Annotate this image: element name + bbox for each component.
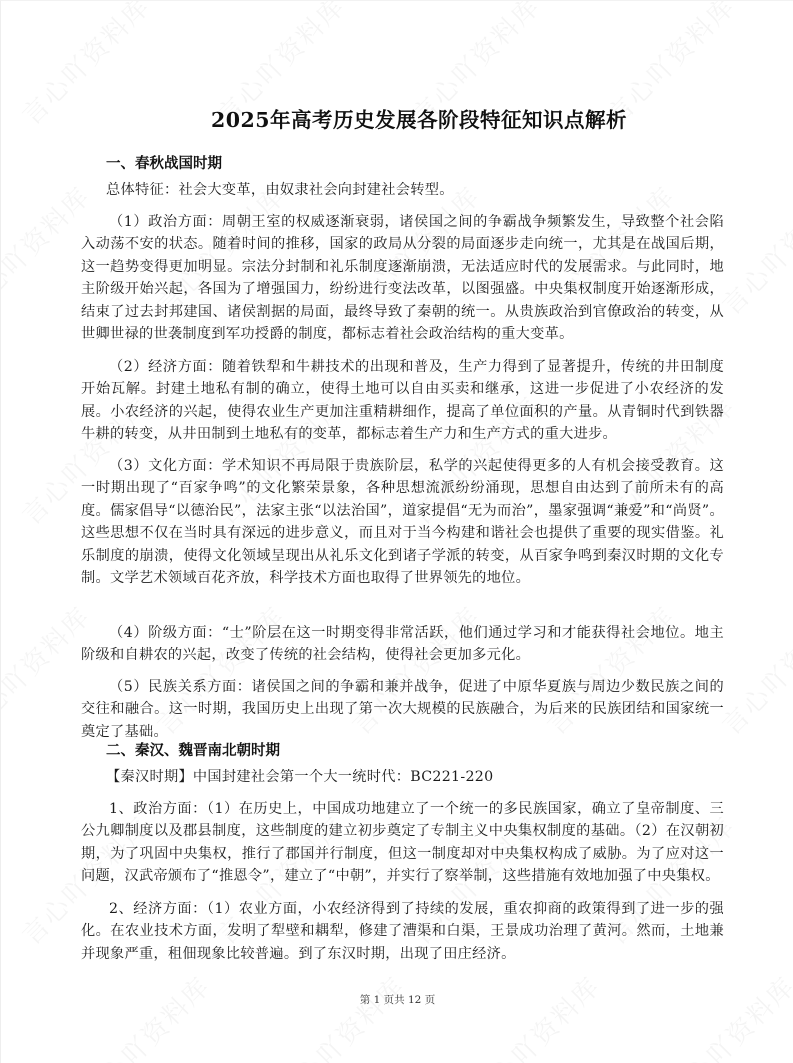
paragraph-economic: （2）经济方面：随着铁犁和牛耕技术的出现和普及，生产力得到了显著提升，传统的井田制度开始瓦解。封建土地私有制的确立，使得土地可以自由买卖和继承，这进一步促进了小农经济的发展。小农经济的兴起，使得农业生产更加注重精耕细作，提高了单位面积的产量。从青铜时代到铁器牛耕的转变，从井田制到土地私有的变革，都标志着生产力和生产方式的重大进步。 [81,359,724,443]
watermark-text [73,967,218,1063]
paragraph-class: （4）阶级方面：“士”阶层在这一时期变得非常活跃，他们通过学习和才能获得社会地位。地主阶级和自耕农的兴起，改变了传统的社会结构，使得社会更加多元化。 [81,625,724,664]
paragraph-ethnic: （5）民族关系方面：诸侯国之间的争霸和兼并战争，促进了中原华夏族与周边少数民族之间的交往和融合。这一时期，我国历史上出现了第一次大规模的民族融合，为后来的民族团结和国家统一奠定了基础。 [81,679,724,740]
section-heading-qin-han: 二、秦汉、魏晋南北朝时期 [106,742,280,759]
watermark-text [268,967,413,1063]
paragraph-cultural: （3）文化方面：学术知识不再局限于贵族阶层，私学的兴起使得更多的人有机会接受教育。这一时期出现了“百家争鸣”的文化繁荣景象，各种思想流派纷纷涌现，思想自由达到了前所未有的高度。儒家倡导“以德治民”，法家主张“以法治国”，道家提倡“无为而治”，墨家强调“兼爱”和“尚贤”。这些思想不仅在当时具有深远的进步意义，而且对于当今构建和谐社会也提供了重要的现实借鉴。礼乐制度的崩溃，使得文化领域呈现出从礼乐文化到诸子学派的转变，从百家争鸣到秦汉时期的文化专制。文学艺术领域百花齐放，科学技术方面也取得了世界领先的地位。 [81,458,724,587]
watermark-text [658,967,793,1063]
watermark-text [713,177,793,322]
paragraph-political: 1、政治方面：（1）在历史上，中国成功地建立了一个统一的多民族国家，确立了皇帝制度、三公九卿制度以及郡县制度，这些制度的建立初步奠定了专制主义中央集权制度的基础。（2）在汉朝初期，为了巩固中央集权，推行了郡国并行制度，但这一制度却对中央集权构成了威胁。为了应对这一问题，汉武帝颁布了“推恩令”，建立了“中朝”，并实行了察举制，这些措施有效地加强了中央集权。 [81,801,724,885]
page-number-footer: 第 1 页共 12 页 [359,994,436,1006]
section-overview: 【秦汉时期】中国封建社会第一个大一统时代：BC221-220 [106,769,494,785]
watermark-text [713,597,793,742]
paragraph-economic: 2、经济方面：（1）农业方面，小农经济得到了持续的发展，重农抑商的政策得到了进一步的强化。在农业技术方面，发明了犁壁和耦犁，修建了漕渠和白渠，王景成功治理了黄河。然而，土地兼并现象严重，租佃现象比较普遍。到了东汉时期，出现了田庄经济。 [81,901,724,962]
section-heading-spring-autumn: 一、春秋战国时期 [106,155,222,172]
watermark-text [463,967,608,1063]
section-overview: 总体特征：社会大变革，由奴隶社会向封建社会转型。 [106,182,454,198]
document-title: 2025年高考历史发展各阶段特征知识点解析 [210,108,628,132]
paragraph-political: （1）政治方面：周朝王室的权威逐渐衰弱，诸侯国之间的争霸战争频繁发生，导致整个社会陷入动荡不安的状态。随着时间的推移，国家的政局从分裂的局面逐步走向统一，尤其是在战国后期，这一趋势变得更加明显。宗法分封制和礼乐制度逐渐崩溃，无法适应时代的发展需求。与此同时，地主阶级开始兴起，各国为了增强国力，纷纷进行变法改革，以图强盛。中央集权制度开始逐渐形成，结束了过去封邦建国、诸侯割据的局面，最终导致了秦朝的统一。从贵族政治到官僚政治的转变，从世卿世禄的世袭制度到军功授爵的制度，都标志着社会政治结构的重大变革。 [81,214,724,343]
